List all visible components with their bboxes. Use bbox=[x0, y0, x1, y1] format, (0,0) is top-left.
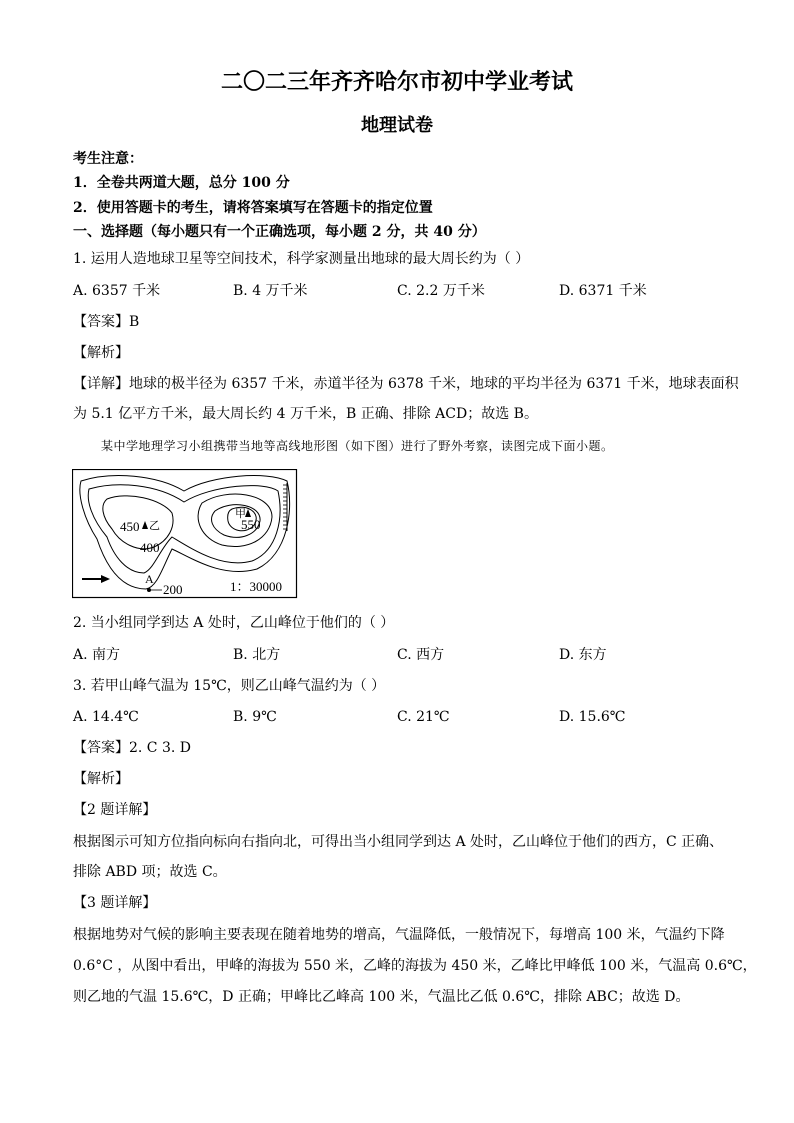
label-yi: 乙 bbox=[149, 520, 160, 532]
q1-detail-line1: 【详解】地球的极半径为 6357 千米，赤道半径为 6378 千米，地球的平均半径为 6371 千米，地球表面积 bbox=[73, 376, 739, 392]
label-400: 400 bbox=[140, 540, 160, 555]
notice-item-1: 1．全卷共两道大题，总分 100 分 bbox=[73, 175, 290, 191]
q1-option-d: D. 6371 千米 bbox=[559, 283, 647, 299]
q1-option-b: B. 4 万千米 bbox=[233, 283, 308, 299]
q23-answer: 【答案】2. C 3. D bbox=[73, 740, 192, 756]
exam-title: 二〇二三年齐齐哈尔市初中学业考试 bbox=[220, 69, 573, 95]
q3-option-c: C. 21℃ bbox=[397, 709, 450, 725]
q3-detail-heading: 【3 题详解】 bbox=[73, 895, 157, 911]
q1-analysis: 【解析】 bbox=[73, 345, 129, 361]
q3-stem: 3. 若甲山峰气温为 15℃，则乙山峰气温约为（ ） bbox=[73, 678, 386, 694]
q3-detail-line3: 则乙地的气温 15.6℃，D 正确；甲峰比乙峰高 100 米，气温比乙低 0.6℃，排除 ABC；故选 D。 bbox=[73, 989, 690, 1005]
q1-answer: 【答案】B bbox=[73, 314, 140, 330]
q2-stem: 2. 当小组同学到达 A 处时，乙山峰位于他们的（ ） bbox=[73, 615, 395, 631]
notice-heading: 考生注意： bbox=[73, 151, 143, 167]
section1-heading: 一、选择题（每小题只有一个正确选项，每小题 2 分，共 40 分） bbox=[73, 224, 486, 240]
q2-option-b: B. 北方 bbox=[233, 647, 281, 663]
map-intro: 某中学地理学习小组携带当地等高线地形图（如下图）进行了野外考察，读图完成下面小题。 bbox=[101, 439, 614, 453]
exam-subtitle: 地理试卷 bbox=[361, 115, 433, 136]
q2-option-d: D. 东方 bbox=[559, 647, 607, 663]
q23-analysis: 【解析】 bbox=[73, 771, 129, 787]
label-A: A bbox=[145, 572, 154, 586]
contour-map bbox=[72, 469, 298, 599]
notice-item-2: 2．使用答题卡的考生，请将答案填写在答题卡的指定位置 bbox=[73, 200, 433, 216]
q3-option-b: B. 9℃ bbox=[233, 709, 277, 725]
q1-stem: 1. 运用人造地球卫星等空间技术，科学家测量出地球的最大周长约为（ ） bbox=[73, 251, 530, 267]
q3-option-d: D. 15.6℃ bbox=[559, 709, 626, 725]
label-jia: 甲 bbox=[235, 508, 246, 520]
q3-detail-line2: 0.6°C ，从图中看出，甲峰的海拔为 550 米，乙峰的海拔为 450 米，乙峰比甲峰低 100 米，气温高 0.6℃， bbox=[73, 958, 757, 974]
q1-option-c: C. 2.2 万千米 bbox=[397, 283, 485, 299]
q3-detail-line1: 根据地势对气候的影响主要表现在随着地势的增高，气温降低，一般情况下，每增高 100 米，气温约下降 bbox=[73, 927, 725, 943]
q2-option-c: C. 西方 bbox=[397, 647, 445, 663]
label-450: 450 bbox=[120, 519, 140, 534]
q2-detail-heading: 【2 题详解】 bbox=[73, 802, 157, 818]
map-scale: 1：30000 bbox=[230, 579, 283, 594]
label-200: 200 bbox=[163, 582, 183, 597]
q1-option-a: A. 6357 千米 bbox=[73, 283, 161, 299]
q1-detail-line2: 为 5.1 亿平方千米，最大周长约 4 万千米，B 正确、排除 ACD；故选 B。 bbox=[73, 406, 538, 422]
label-550: 550 bbox=[241, 517, 261, 532]
q2-option-a: A. 南方 bbox=[73, 647, 121, 663]
q2-detail-line2: 排除 ABD 项；故选 C。 bbox=[73, 864, 227, 880]
q2-detail-line1: 根据图示可知方位指向标向右指向北，可得出当小组同学到达 A 处时，乙山峰位于他们的西方，C 正确、 bbox=[73, 834, 724, 850]
q3-option-a: A. 14.4℃ bbox=[73, 709, 139, 725]
